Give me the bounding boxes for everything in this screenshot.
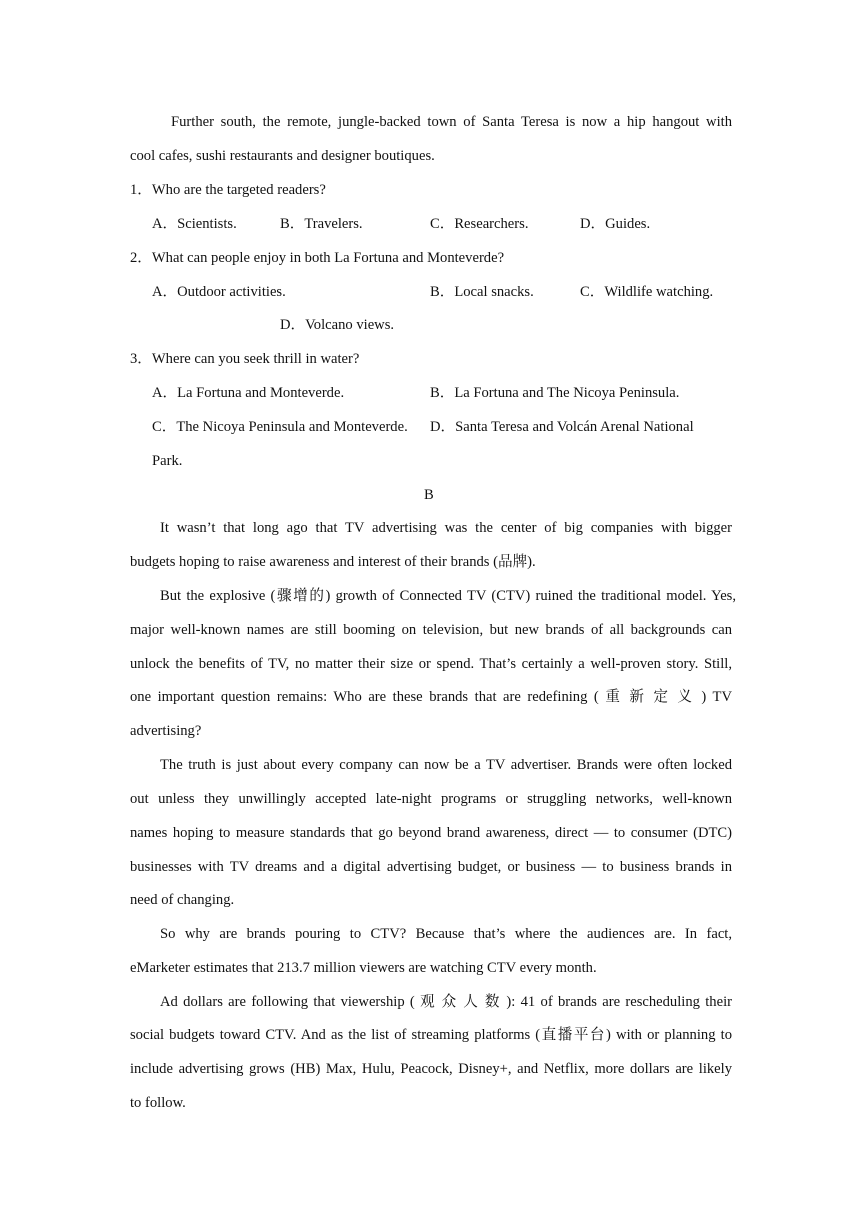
question-1-option-d: D．Guides.: [580, 216, 651, 232]
passage-a-line: cool cafes, sushi restaurants and designer boutiques.: [130, 148, 435, 164]
paragraph-line: need of changing.: [130, 892, 235, 908]
paragraph-line: out unless they unwillingly accepted late-night programs or struggling networks, well-known: [130, 791, 732, 807]
paragraph-line: major well-known names are still booming on television, but new brands of all backgrounds can: [130, 622, 732, 638]
paragraph-line: So why are brands pouring to CTV? Because that’s where the audiences are. In fact,: [160, 926, 732, 942]
passage-a-line: Further south, the remote, jungle-backed town of Santa Teresa is now a hip hangout with: [171, 114, 732, 130]
paragraph-line: It wasn’t that long ago that TV advertising was the center of big companies with bigger: [160, 520, 732, 536]
question-3-stem: 3．Where can you seek thrill in water?: [130, 351, 360, 367]
question-2-option-d: D．Volcano views.: [280, 317, 395, 333]
paragraph-line: to follow.: [130, 1095, 186, 1111]
question-2-option-a: A．Outdoor activities.: [152, 284, 286, 300]
question-3-option-d: D．Santa Teresa and Volcán Arenal National: [430, 419, 694, 435]
question-1-option-b: B．Travelers.: [280, 216, 363, 232]
question-3-option-b: B．La Fortuna and The Nicoya Peninsula.: [430, 385, 680, 401]
paragraph-line: The truth is just about every company can now be a TV advertiser. Brands were often locked: [160, 757, 732, 773]
paragraph-line: businesses with TV dreams and a digital advertising budget, or business — to business brands in: [130, 859, 732, 875]
paragraph-line: advertising?: [130, 723, 202, 739]
paragraph-line: eMarketer estimates that 213.7 million viewers are watching CTV every month.: [130, 960, 597, 976]
question-2-stem: 2．What can people enjoy in both La Fortuna and Monteverde?: [130, 250, 505, 266]
paragraph-line: budgets hoping to raise awareness and interest of their brands (品牌).: [130, 554, 536, 570]
paragraph-line: Ad dollars are following that viewership ( 观 众 人 数 ): 41 of brands are rescheduling their: [160, 994, 732, 1010]
paragraph-line: But the explosive (骤增的) growth of Connected TV (CTV) ruined the traditional model. Yes,: [160, 588, 736, 604]
paragraph-line: one important question remains: Who are these brands that are redefining ( 重 新 定 义 ) TV: [130, 689, 732, 705]
question-2-option-c: C．Wildlife watching.: [580, 284, 714, 300]
question-3-option-a: A．La Fortuna and Monteverde.: [152, 385, 345, 401]
paragraph-line: unlock the benefits of TV, no matter their size or spend. That’s certainly a well-proven story. Still,: [130, 656, 732, 672]
paragraph-line: names hoping to measure standards that go beyond brand awareness, direct — to consumer (DTC): [130, 825, 732, 841]
question-1-option-c: C．Researchers.: [430, 216, 529, 232]
paragraph-line: include advertising grows (HB) Max, Hulu, Peacock, Disney+, and Netflix, more dollars are likely: [130, 1061, 732, 1077]
question-2-option-b: B．Local snacks.: [430, 284, 534, 300]
section-heading: B: [424, 487, 434, 503]
paragraph-line: social budgets toward CTV. And as the list of streaming platforms (直播平台) with or planning to: [130, 1027, 732, 1043]
question-1-stem: 1．Who are the targeted readers?: [130, 182, 326, 198]
question-1-option-a: A．Scientists.: [152, 216, 237, 232]
question-3-option-c: C．The Nicoya Peninsula and Monteverde.: [152, 419, 408, 435]
question-3-option-d-continued: Park.: [152, 453, 183, 469]
